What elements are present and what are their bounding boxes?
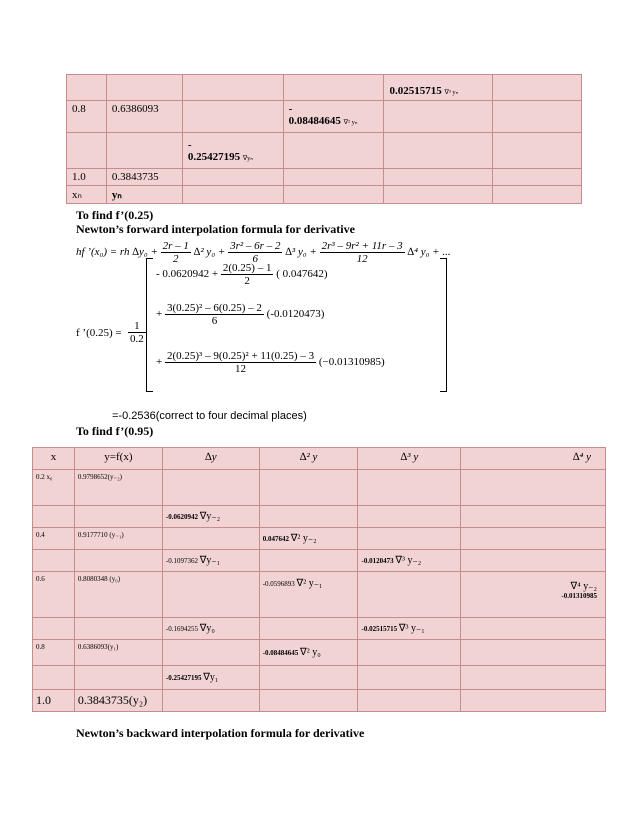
x-value: 0.8 (67, 101, 107, 133)
y-value: 0.3843735 (106, 169, 182, 186)
cell-del2-y-0: -0.08484645 ∇² y₀ (259, 640, 358, 666)
bracket-term-3: + $\frac{\text{2(0.25)³ – 9(0.25)² + 11(0.25) – 3}}{12}$ (−0.01310985) (156, 350, 385, 375)
header-del3-y: ∆³ y (358, 448, 461, 470)
cell-del-yn: - 0.25427195 ∇yₙ (182, 133, 283, 169)
cell-del2-y-m1: -0.0596893 ∇² y₋₁ (259, 572, 358, 618)
x-value: 0.4 (33, 528, 75, 550)
y-value: 0.6386093(y₁) (74, 640, 162, 666)
f-prime-025-lhs: f ’(0.25) = (76, 327, 122, 339)
y-value: 0.8080348 (y₀) (74, 572, 162, 618)
cell-del-y-m2: -0.0620942 ∇y₋₂ (162, 506, 259, 528)
one-over-h-fraction: $\frac{1}{0.2}$ (130, 320, 144, 345)
y-label: yₙ (106, 186, 182, 204)
header-del-y: ∆y (162, 448, 259, 470)
x-label: xₙ (67, 186, 107, 204)
del3-yn-symbol: ∇³ yₙ (444, 89, 459, 96)
bracket-term-2: + $\frac{\text{3(0.25)² – 6(0.25) – 2}}{6}$ (-0.0120473) (156, 302, 325, 327)
heading-find-f-025: To find f’(0.25) (76, 208, 154, 222)
y-value: 0.9798652(y₋₂) (74, 470, 162, 506)
header-del2-y: ∆² y (259, 448, 358, 470)
cell-del3-y-m1: -0.02515715 ∇³ y₋₁ (358, 618, 461, 640)
cell-del2-y-m2: 0.047642 ∇² y₋₂ (259, 528, 358, 550)
header-y: y=f(x) (74, 448, 162, 470)
result-text: =-0.2536(correct to four decimal places) (112, 410, 307, 422)
difference-table (32, 447, 606, 712)
header-del4-y: ∆⁴ y (461, 448, 606, 470)
cell-del4-y-m2: ∇⁴ y₋₂ -0.01310985 (461, 572, 606, 618)
cell-del3-yn: 0.02515715 ∇³ yₙ (384, 75, 493, 101)
y-value: 0.9177710 (y₋₁) (74, 528, 162, 550)
cell-del-y-1: -0.25427195 ∇y₁ (162, 666, 259, 690)
difference-table-top (66, 74, 582, 204)
right-bracket (440, 258, 447, 392)
heading-backward-formula: Newton’s backward interpolation formula for derivative (76, 726, 365, 740)
y-value: 0.3843735(y₂) (74, 690, 162, 712)
y-value: 0.6386093 (106, 101, 182, 133)
heading-forward-formula: Newton’s forward interpolation formula for derivative (76, 222, 355, 236)
del-yn-symbol: ∇yₙ (242, 155, 254, 162)
x-value: 1.0 (33, 690, 75, 712)
x-value: 1.0 (67, 169, 107, 186)
left-bracket (146, 258, 153, 392)
x-value: 0.2 x₀ (33, 470, 75, 506)
header-x: x (33, 448, 75, 470)
cell-del3-y-m2: -0.0120473 ∇³ y₋₂ (358, 550, 461, 572)
forward-derivative-formula: hf ’(x₀) = rh ∆y₀ + $\frac{2r - 1}{2}$ ∆² y₀ + $\frac{\text{3r² – 6r – 2}}{6}$ ∆³ y₀ + $\frac{\text{2r³ – 9r² + 11r – 3}}{12}$ ∆⁴ y₀ + ... (76, 240, 451, 265)
x-value: 0.6 (33, 572, 75, 618)
heading-find-f-095: To find f’(0.95) (76, 424, 154, 438)
x-value: 0.8 (33, 640, 75, 666)
del2-yn-symbol: ∇² yₙ (343, 119, 358, 126)
cell-del-y-m1: -0.1097362 ∇y₋₁ (162, 550, 259, 572)
cell-del-y-0: -0.1694255 ∇y₀ (162, 618, 259, 640)
cell-del2-yn: - 0.08484645 ∇² yₙ (283, 101, 384, 133)
bracket-term-1: - 0.0620942 + $\frac{2(0.25) - 1}{2}$ ( 0.047642) (156, 262, 328, 287)
